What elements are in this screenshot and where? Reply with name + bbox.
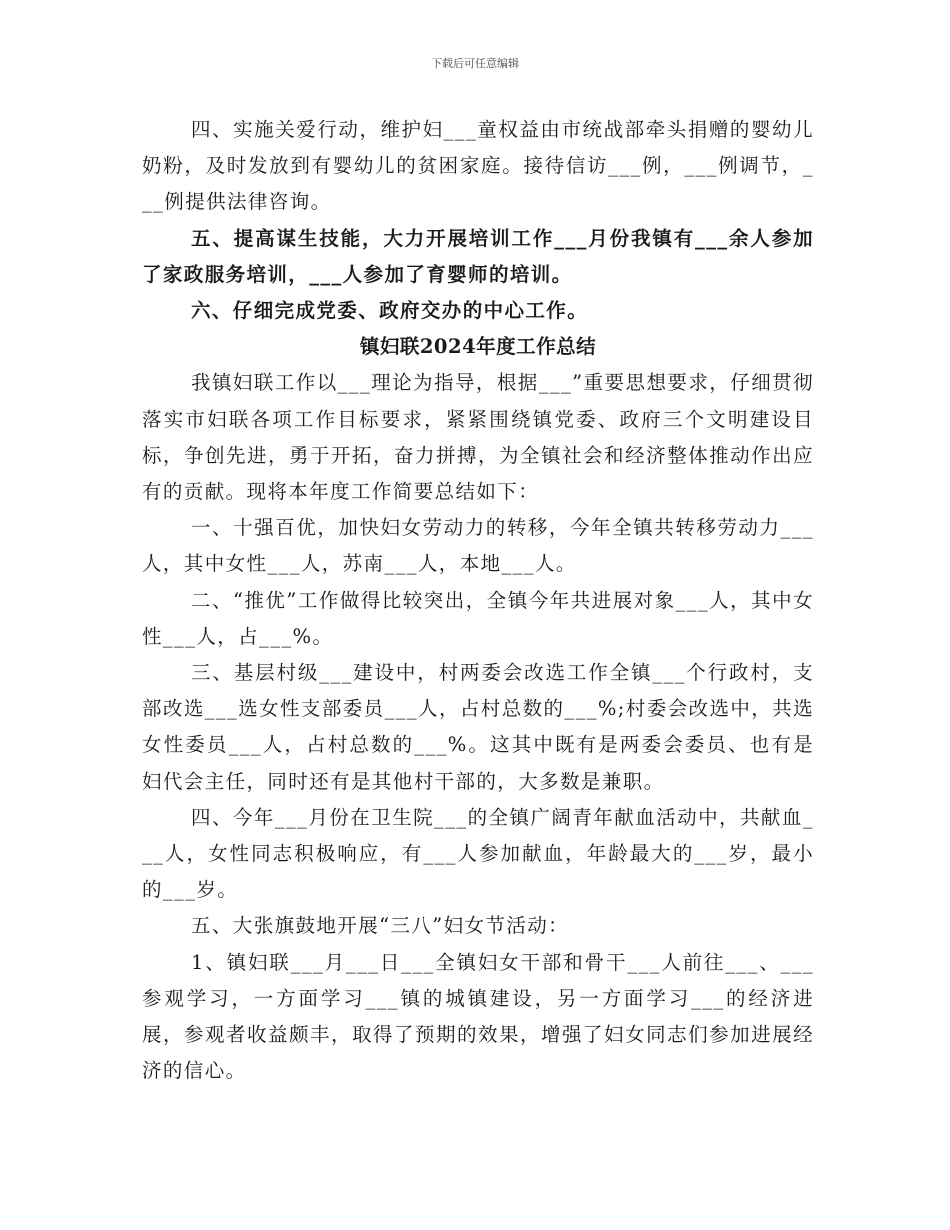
paragraph-village-election: 三、基层村级___建设中，村两委会改选工作全镇___个行政村，支部改选___选女性支部委员___人，占村总数的___%;村委会改选中，共选女性委员___人，占村总数的___%。这其中既有是两委会委员、也有是妇代会主任，同时还有是其他村干部的，大多数是兼职。: [142, 661, 814, 793]
paragraph-skills-training: 五、提高谋生技能，大力开展培训工作___月份我镇有___余人参加了家政服务培训，___人参加了育婴师的培训。: [142, 226, 814, 286]
paragraph-study-visit: 1、镇妇联___月___日___全镇妇女干部和骨干___人前往___、___参观学习，一方面学习___镇的城镇建设，另一方面学习___的经济进展，参观者收益颇丰，取得了预期的效果，增强了妇女同志们参加进展经济的信心。: [142, 950, 814, 1083]
paragraph-recommend: 二、“推优”工作做得比较突出，全镇今年共进展对象___人，其中女性___人，占___%。: [142, 588, 814, 648]
paragraph-care-action: 四、实施关爱行动，维护妇___童权益由市统战部牵头捐赠的婴幼儿奶粉，及时发放到有婴幼儿的贫困家庭。接待信访___例，___例调节，___例提供法律咨询。: [142, 118, 814, 214]
document-body: [142, 112, 814, 1089]
paragraph-blood-donation: 四、今年___月份在卫生院___的全镇广阔青年献血活动中，共献血___人，女性同志积极响应，有___人参加献血，年龄最大的___岁，最小的___岁。: [142, 805, 814, 902]
paragraph-central-work: 六、仔细完成党委、政府交办的中心工作。: [191, 299, 589, 323]
paragraph-womens-day: 五、大张旗鼓地开展“三八”妇女节活动：: [191, 914, 570, 938]
page-header-note: 下载后可任意编辑: [431, 57, 519, 70]
paragraph-labor-transfer: 一、十强百优，加快妇女劳动力的转移，今年全镇共转移劳动力___人，其中女性___人，苏南___人，本地___人。: [142, 516, 814, 576]
document-title: 镇妇联2024年度工作总结: [359, 335, 597, 359]
paragraph-intro: 我镇妇联工作以___理论为指导，根据___”重要思想要求，仔细贯彻落实市妇联各项工作目标要求，紧紧围绕镇党委、政府三个文明建设目标，争创先进，勇于开拓，奋力拼搏，为全镇社会和经济整体推动作出应有的贡献。现将本年度工作简要总结如下：: [142, 371, 814, 504]
